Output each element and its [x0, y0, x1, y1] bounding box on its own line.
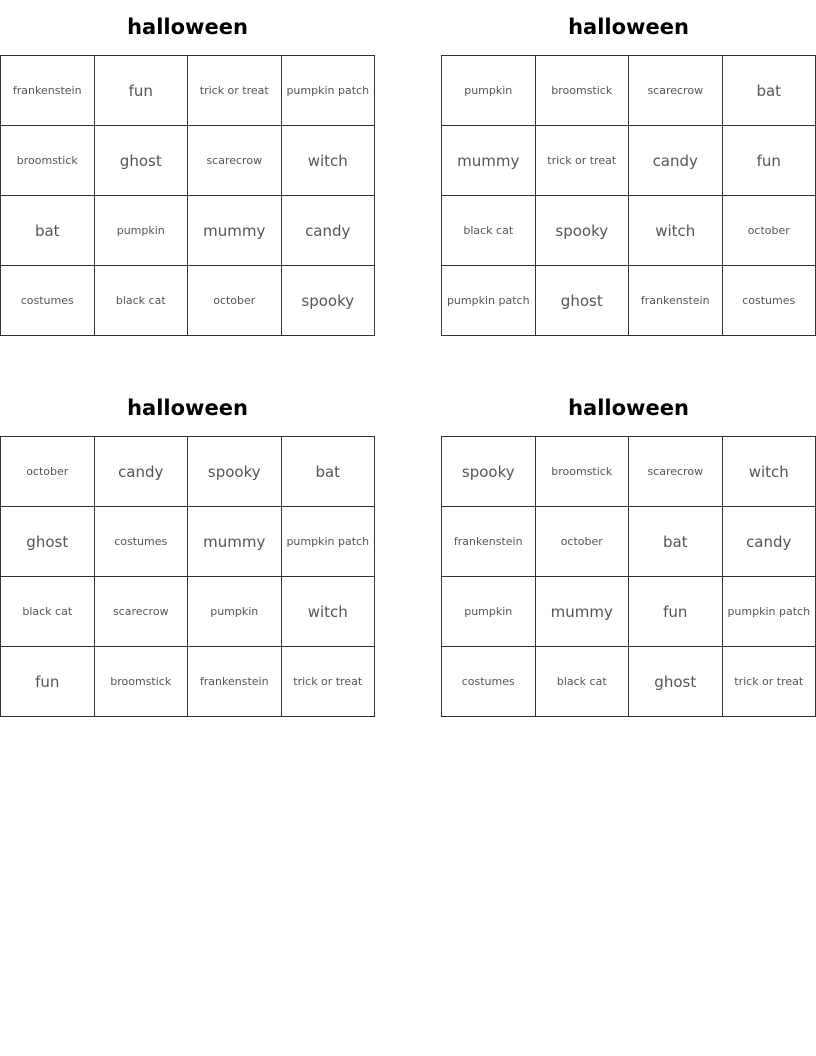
- grid-row: [1, 647, 375, 717]
- grid-cell: frankenstein: [188, 647, 282, 717]
- grid-row: [1, 507, 375, 577]
- grid-cell: costumes: [1, 266, 95, 336]
- grid-cell: black cat: [535, 647, 629, 717]
- grid-cell: ghost: [94, 126, 188, 196]
- grid-row: [1, 437, 375, 507]
- bingo-grid: [441, 436, 816, 717]
- grid-cell: trick or treat: [722, 647, 816, 717]
- grid-cell: scarecrow: [629, 56, 723, 126]
- grid-row: [442, 507, 816, 577]
- grid-cell: pumpkin patch: [722, 577, 816, 647]
- grid-cell: october: [188, 266, 282, 336]
- grid-cell: pumpkin: [188, 577, 282, 647]
- grid-row: [1, 56, 375, 126]
- grid-cell: black cat: [94, 266, 188, 336]
- grid-cell: frankenstein: [442, 507, 536, 577]
- card-title: halloween: [127, 15, 248, 39]
- grid-cell: pumpkin patch: [281, 507, 375, 577]
- grid-cell: frankenstein: [1, 56, 95, 126]
- grid-cell: candy: [722, 507, 816, 577]
- grid-cell: spooky: [535, 196, 629, 266]
- grid-cell: candy: [281, 196, 375, 266]
- grid-cell: ghost: [629, 647, 723, 717]
- grid-cell: spooky: [281, 266, 375, 336]
- card-title: halloween: [568, 396, 689, 420]
- grid-row: [442, 266, 816, 336]
- grid-row: [442, 577, 816, 647]
- grid-cell: fun: [722, 126, 816, 196]
- grid-cell: trick or treat: [188, 56, 282, 126]
- grid-cell: fun: [1, 647, 95, 717]
- grid-cell: scarecrow: [94, 577, 188, 647]
- grid-cell: witch: [722, 437, 816, 507]
- grid-cell: costumes: [722, 266, 816, 336]
- grid-cell: bat: [722, 56, 816, 126]
- grid-cell: october: [722, 196, 816, 266]
- grid-cell: ghost: [535, 266, 629, 336]
- grid-cell: costumes: [442, 647, 536, 717]
- grid-cell: broomstick: [1, 126, 95, 196]
- grid-cell: mummy: [188, 196, 282, 266]
- grid-cell: mummy: [442, 126, 536, 196]
- grid-cell: bat: [1, 196, 95, 266]
- grid-cell: october: [535, 507, 629, 577]
- grid-cell: october: [1, 437, 95, 507]
- card-title: halloween: [127, 396, 248, 420]
- grid-cell: costumes: [94, 507, 188, 577]
- grid-row: [1, 266, 375, 336]
- grid-cell: scarecrow: [629, 437, 723, 507]
- grid-cell: scarecrow: [188, 126, 282, 196]
- grid-cell: trick or treat: [281, 647, 375, 717]
- grid-row: [442, 647, 816, 717]
- grid-cell: spooky: [442, 437, 536, 507]
- grid-row: [442, 56, 816, 126]
- grid-cell: mummy: [188, 507, 282, 577]
- grid-row: [1, 577, 375, 647]
- grid-cell: fun: [629, 577, 723, 647]
- grid-cell: mummy: [535, 577, 629, 647]
- grid-cell: bat: [629, 507, 723, 577]
- grid-row: [442, 126, 816, 196]
- grid-cell: witch: [629, 196, 723, 266]
- grid-cell: broomstick: [94, 647, 188, 717]
- grid-cell: candy: [629, 126, 723, 196]
- grid-row: [442, 437, 816, 507]
- grid-cell: witch: [281, 126, 375, 196]
- grid-cell: broomstick: [535, 437, 629, 507]
- grid-row: [1, 126, 375, 196]
- grid-cell: pumpkin: [442, 56, 536, 126]
- bingo-grid: [0, 436, 375, 717]
- grid-cell: spooky: [188, 437, 282, 507]
- grid-row: [442, 196, 816, 266]
- grid-cell: black cat: [442, 196, 536, 266]
- grid-cell: pumpkin patch: [281, 56, 375, 126]
- grid-cell: broomstick: [535, 56, 629, 126]
- grid-cell: ghost: [1, 507, 95, 577]
- grid-row: [1, 196, 375, 266]
- grid-cell: pumpkin: [94, 196, 188, 266]
- grid-cell: pumpkin patch: [442, 266, 536, 336]
- grid-cell: pumpkin: [442, 577, 536, 647]
- bingo-grid: [441, 55, 816, 336]
- grid-cell: frankenstein: [629, 266, 723, 336]
- grid-cell: black cat: [1, 577, 95, 647]
- grid-cell: witch: [281, 577, 375, 647]
- bingo-grid: [0, 55, 375, 336]
- grid-cell: fun: [94, 56, 188, 126]
- grid-cell: trick or treat: [535, 126, 629, 196]
- card-title: halloween: [568, 15, 689, 39]
- grid-cell: bat: [281, 437, 375, 507]
- grid-cell: candy: [94, 437, 188, 507]
